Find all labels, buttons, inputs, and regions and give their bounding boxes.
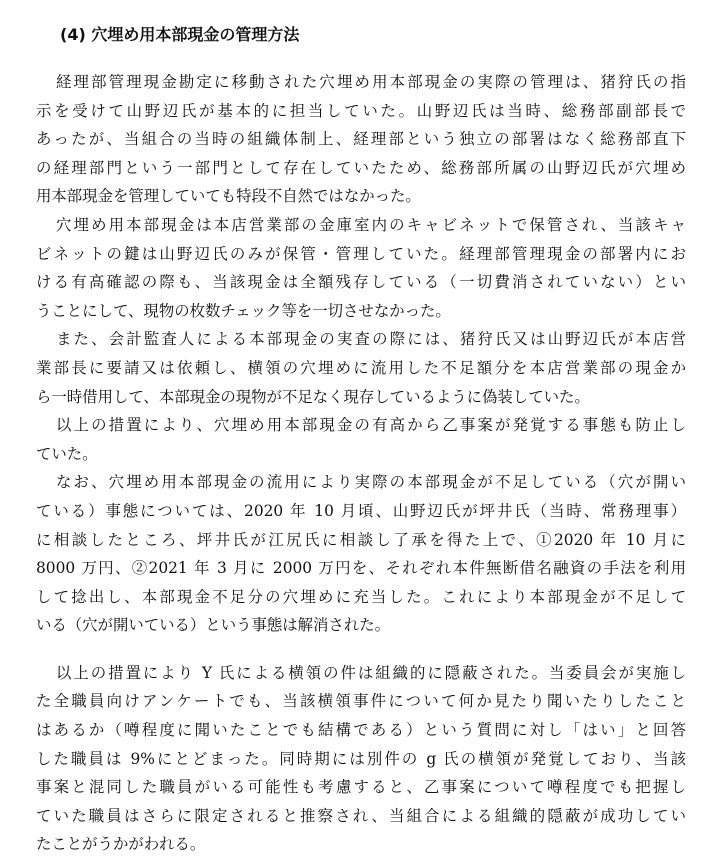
text-line: ける有高確認の際も、当該現金は全額残存している（一切費消されていない）とい [36, 273, 686, 292]
text-line: ていた。 [36, 444, 98, 463]
paragraph-gap [36, 640, 686, 659]
text-line: 業部長に要請又は依頼し、横領の穴埋めに流用した不足額分を本店営業部の現金か [36, 358, 686, 377]
text-line: して捻出し、本部現金不足分の穴埋めに充当した。これにより本部現金が不足して [36, 587, 686, 606]
paragraph-3 [36, 325, 686, 411]
paragraph-6 [36, 659, 686, 859]
text-line: また、会計監査人による本部現金の実査の際には、猪狩氏又は山野辺氏が本店営 [56, 330, 686, 349]
paragraph-5 [36, 468, 686, 640]
paragraph-1 [36, 68, 686, 211]
text-line: 穴埋め用本部現金は本店営業部の金庫室内のキャビネットで保管され、当該キャ [56, 215, 686, 234]
text-line: ている）事態については、2020 年 10 月頃、山野辺氏が坪井氏（当時、常務理事） [36, 501, 686, 520]
paragraph-2 [36, 211, 686, 325]
text-line: あったが、当組合の当時の組織体制上、経理部という独立の部署はなく総務部直下 [36, 130, 686, 149]
text-line: はあるか（噂程度に聞いたことでも結構である）という質問に対し「はい」と回答 [36, 721, 686, 740]
text-line: の経理部門という一部門として存在していたため、総務部所属の山野辺氏が穴埋め [36, 158, 686, 177]
text-line: ビネットの鍵は山野辺氏のみが保管・管理していた。経理部管理現金の部署内にお [36, 244, 686, 263]
text-line: 用本部現金を管理していても特段不自然ではなかった。 [36, 187, 421, 206]
text-line: 事案と混同した職員がいる可能性も考慮すると、乙事案について噂程度でも把握し [36, 778, 686, 797]
text-line: た全職員向けアンケートでも、当該横領事件について何か見たり聞いたりしたこと [36, 692, 686, 711]
text-line: いる（穴が開いている）という事態は解消された。 [36, 616, 390, 635]
paragraph-4 [36, 411, 686, 468]
section-heading: (4) 穴埋め用本部現金の管理方法 [60, 25, 300, 44]
text-line: 8000 万円、②2021 年 3 月に 2000 万円を、それぞれ本件無断借名融資の手法を利用 [36, 559, 686, 578]
text-line: 示を受けて山野辺氏が基本的に担当していた。山野辺氏は当時、総務部副部長で [36, 101, 686, 120]
text-line: たことがうかがわれる。 [36, 835, 206, 854]
text-line: 以上の措置により、穴埋め用本部現金の有高から乙事案が発覚する事態も防止し [56, 416, 686, 435]
text-line: 以上の措置により Y 氏による横領の件は組織的に隠蔽された。当委員会が実施し [56, 663, 686, 682]
text-line: なお、穴埋め用本部現金の流用により実際の本部現金が不足している（穴が開い [56, 473, 686, 492]
text-line: うことにして、現物の枚数チェック等を一切させなかった。 [36, 301, 451, 320]
text-line: に相談したところ、坪井氏が江尻氏に相談し了承を得た上で、①2020 年 10 月に [36, 530, 686, 549]
text-line: ら一時借用して、本部現金の現物が不足なく現存しているように偽装していた。 [36, 387, 590, 406]
text-line: 経理部管理現金勘定に移動された穴埋め用本部現金の実際の管理は、猪狩氏の指 [56, 73, 686, 91]
text-line: した職員は 9%にとどまった。同時期には別件の g 氏の横領が発覚しており、当該 [36, 749, 686, 768]
body-text [36, 68, 686, 859]
text-line: ていた職員はさらに限定されると推察され、当組合による組織的隠蔽が成功してい [36, 806, 686, 825]
